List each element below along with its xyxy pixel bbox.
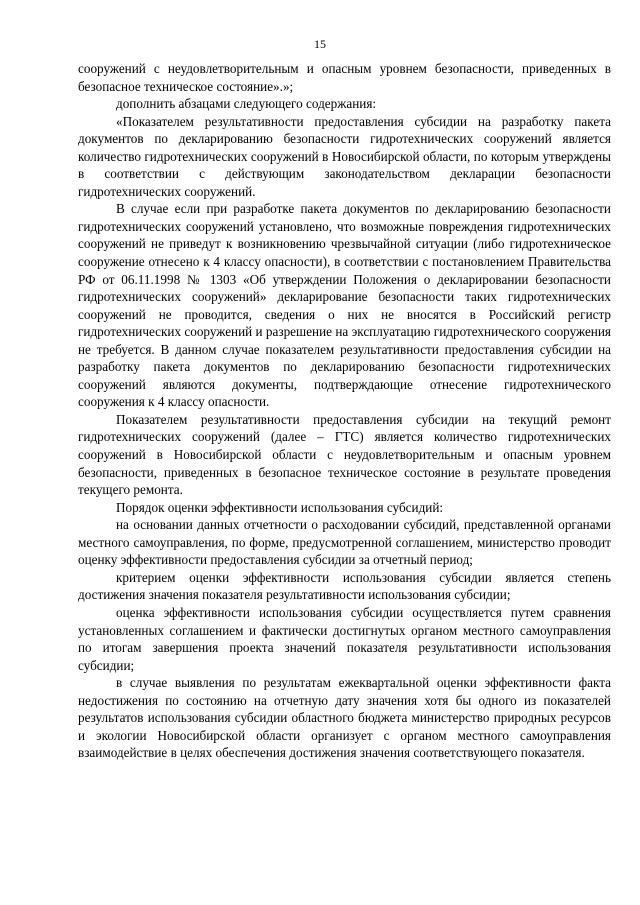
paragraph: дополнить абзацами следующего содержания: <box>116 96 377 112</box>
paragraph: «Показателем результативности предоставления субсидии на разработку пакета документов по декларированию безопасности гидротехнических сооружений является количество гидротехнических сооружений в Новосибирской области, по которым утверждены в соответствии с действующим законодательством декларации безопасности гидротехнических сооружений. <box>78 113 611 199</box>
paragraph: в случае выявления по результатам ежеквартальной оценки эффективности факта недостижения по состоянию на отчетную дату значения хотя бы одного из показателей результатов использования субсидии областного бюджета министерство природных ресурсов и экологии Новосибирской области организует с органом местного самоуправления взаимодействие в целях обеспечения достижения значения соответствующего показателя. <box>78 675 611 761</box>
paragraph: Показателем результативности предоставления субсидии на текущий ремонт гидротехнических сооружений (далее – ГТС) является количество гидротехнических сооружений в Новосибирской области с неудовлетворительным и опасным уровнем безопасности, приведенных в безопасное техническое состояние в результате проведения текущего ремонта. <box>78 411 611 498</box>
paragraph: В случае если при разработке пакета документов по декларированию безопасности гидротехнических сооружений установлено, что возможные повреждения гидротехнических сооружений не приведут к возникновению чрезвычайной ситуации (либо гидротехническое сооружение отнесено к 4 классу опасности), в соответствии с постановлением Правительства РФ от 06.11.1998 № 1303 «Об утверждении Положения о декларировании безопасности гидротехнических сооружений» декларирование безопасности таких гидротехнических сооружений не проводится, сведения о них не вносятся в Российский регистр гидротехнических сооружений и разрешение на эксплуатацию гидротехнического сооружения не требуется. В данном случае показателем результативности предоставления субсидии на разработку пакета документов по декларированию безопасности гидротехнических сооружений являются документы, подтверждающие отнесение гидротехнического сооружения к 4 классу опасности. <box>78 201 611 410</box>
paragraph: на основании данных отчетности о расходовании субсидий, представленной органами местного самоуправления, по форме, предусмотренной соглашением, министерство проводит оценку эффективности предоставления субсидии за отчетный период; <box>78 517 611 568</box>
paragraph: оценка эффективности использования субсидии осуществляется путем сравнения установленных соглашением и фактически достигнутых органом местного самоуправления по итогам завершения проекта значений показателя результативности использования субсидии; <box>78 604 611 673</box>
paragraph: Порядок оценки эффективности использования субсидий: <box>116 499 444 515</box>
page-number: 15 <box>314 37 326 51</box>
document-body <box>78 60 611 762</box>
paragraph: сооружений с неудовлетворительным и опасным уровнем безопасности, приведенных в безопасное техническое состояние».»; <box>78 61 611 94</box>
paragraph: критерием оценки эффективности использования субсидии является степень достижения значения показателя результативности использования субсидии; <box>78 569 611 603</box>
